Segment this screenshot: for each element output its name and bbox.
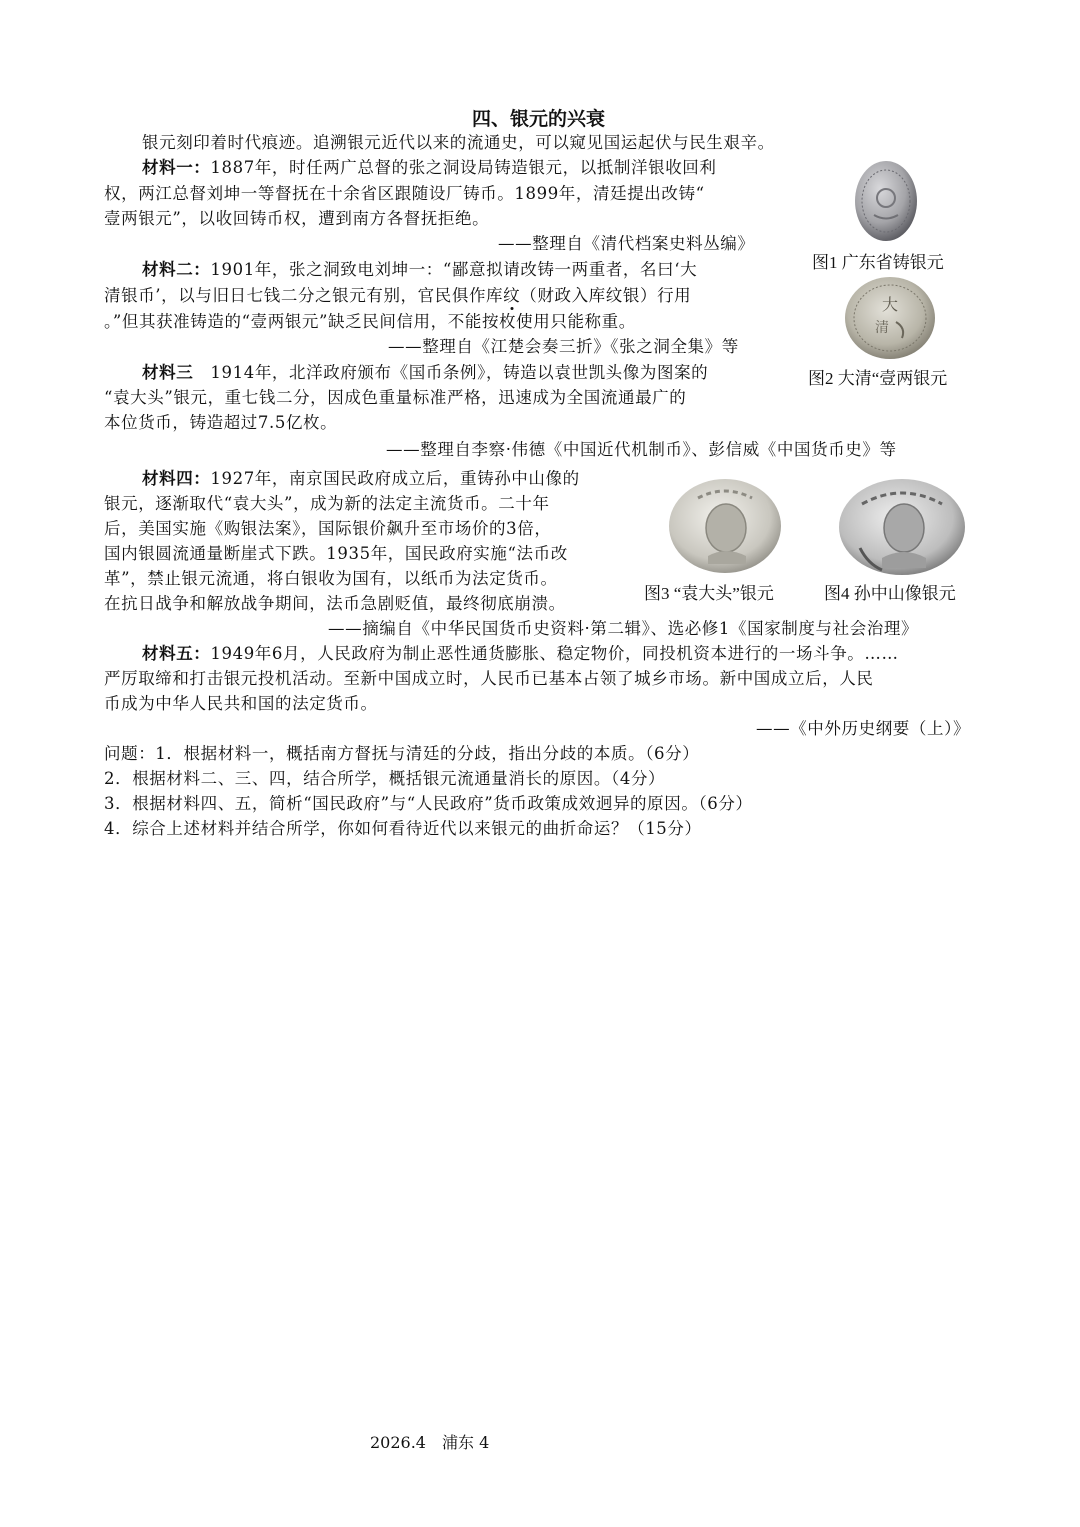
material-5-line-1: 材料五：1949年6月，人民政府为制止恶性通货膨胀、稳定物价，同投机资本进行的一场斗争。…… [142, 644, 899, 663]
material-1-line-3: 壹两银元”，以收回铸币权，遭到南方各督抚拒绝。 [104, 209, 490, 228]
material-4-line-5: 革”，禁止银元流通，将白银收为国有，以纸币为法定货币。 [104, 569, 558, 588]
material-2-line-3: 。”但其获准铸造的“壹两银元”缺乏民间信用，不能按枚使用只能称重。 [104, 312, 636, 331]
figure-4-caption: 图4 孙中山像银元 [824, 584, 956, 603]
material-3-line-2: “袁大头”银元，重七钱二分，因成色重量标准严格，迅速成为全国流通最广的 [104, 388, 687, 407]
figure-3-coin-image [668, 478, 782, 574]
material-5-source: ——《中外历史纲要（上）》 [756, 719, 971, 738]
material-2-line-2: 清银币’，以与旧日七钱二分之银元有别，官民俱作库纹（财政入库纹银）行用 [104, 286, 692, 305]
material-4-label: 材料四： [142, 469, 211, 488]
figure-2-caption: 图2 大清“壹两银元 [808, 369, 948, 388]
material-4-line-1: 材料四：1927年，南京国民政府成立后，重铸孙中山像的 [142, 469, 580, 488]
material-5-line-3: 币成为中华人民共和国的法定货币。 [104, 694, 378, 713]
figure-4-coin-image [838, 478, 966, 576]
section-title: 四、银元的兴衰 [472, 108, 606, 130]
figure-1-coin-image [854, 160, 918, 242]
material-5-label: 材料五： [142, 644, 211, 663]
material-2-source: ——整理自《江楚会奏三折》《张之洞全集》等 [388, 337, 739, 356]
svg-text:大: 大 [881, 295, 899, 314]
material-2-label: 材料二： [142, 260, 211, 279]
svg-text:清: 清 [875, 320, 889, 336]
emphasis-char: 纹 [503, 286, 521, 305]
material-1-line-1: 材料一：1887年，时任两广总督的张之洞设局铸造银元，以抵制洋银收回利 [142, 158, 717, 177]
material-3-source: ——整理自李察·伟德《中国近代机制币》、彭信威《中国货币史》等 [386, 440, 897, 459]
material-4-line-4: 国内银圆流通量断崖式下跌。1935年，国民政府实施“法币改 [104, 544, 568, 563]
material-3-line-1: 材料三 1914年，北洋政府颁布《国币条例》，铸造以袁世凯头像为图案的 [142, 363, 709, 382]
material-4-source: ——摘编自《中华民国货币史资料·第二辑》、选必修1《国家制度与社会治理》 [328, 619, 919, 638]
question-1: 问题：1．根据材料一，概括南方督抚与清廷的分歧，指出分歧的本质。（6分） [104, 744, 700, 763]
material-4-line-6: 在抗日战争和解放战争期间，法币急剧贬值，最终彻底崩溃。 [104, 594, 566, 613]
material-3-label: 材料三 [142, 363, 194, 382]
material-1-label: 材料一： [142, 158, 211, 177]
material-1-source: ——整理自《清代档案史料丛编》 [498, 234, 755, 253]
intro-text: 银元刻印着时代痕迹。追溯银元近代以来的流通史，可以窥见国运起伏与民生艰辛。 [142, 133, 775, 152]
material-1-line-2: 权，两江总督刘坤一等督抚在十余省区跟随设厂铸币。1899年，清廷提出改铸“ [104, 184, 705, 203]
question-3: 3．根据材料四、五，简析“国民政府”与“人民政府”货币政策成效迥异的原因。（6分） [104, 794, 753, 813]
material-5-line-2: 严厉取缔和打击银元投机活动。至新中国成立时，人民币已基本占领了城乡市场。新中国成立后，人民 [104, 669, 874, 688]
figure-2-coin-image [844, 276, 936, 360]
material-3-line-3: 本位货币，铸造超过7.5亿枚。 [104, 413, 338, 432]
figure-3-caption: 图3 “袁大头”银元 [644, 584, 774, 603]
material-4-line-3: 后，美国实施《购银法案》，国际银价飙升至市场价的3倍， [104, 519, 552, 538]
figure-1-caption: 图1 广东省铸银元 [812, 253, 944, 272]
material-2-line-1: 材料二：1901年，张之洞致电刘坤一：“鄙意拟请改铸一两重者，名曰‘大 [142, 260, 698, 279]
question-2: 2．根据材料二、三、四，结合所学，概括银元流通量消长的原因。（4分） [104, 769, 666, 788]
page-footer: 2026.4 浦东 4 [370, 1433, 490, 1452]
material-4-line-2: 银元，逐渐取代“袁大头”，成为新的法定主流货币。二十年 [104, 494, 550, 513]
question-4: 4．综合上述材料并结合所学，你如何看待近代以来银元的曲折命运？（15分） [104, 819, 702, 838]
